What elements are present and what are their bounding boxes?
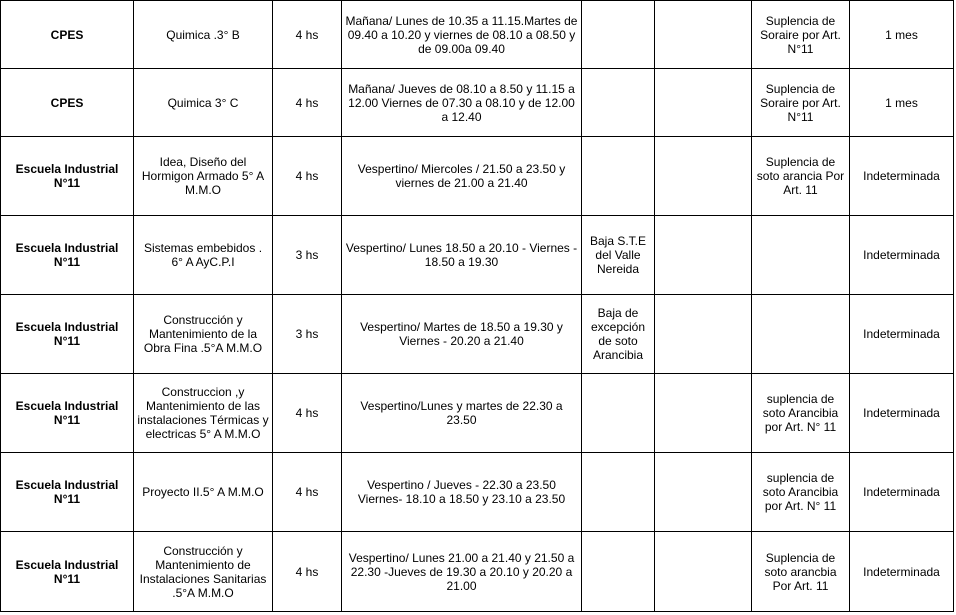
duration-cell: 1 mes xyxy=(850,1,954,69)
type-cell: suplencia de soto Arancibia por Art. N° 11 xyxy=(752,453,850,532)
blank-cell xyxy=(655,532,752,612)
schedule-cell: Vespertino/Lunes y martes de 22.30 a 23.50 xyxy=(342,374,582,453)
hours-cell: 3 hs xyxy=(273,216,342,295)
type-cell: Suplencia de Soraire por Art. N°11 xyxy=(752,1,850,69)
schedule-cell: Vespertino / Jueves - 22.30 a 23.50 Viernes- 18.10 a 18.50 y 23.10 a 23.50 xyxy=(342,453,582,532)
school-cell: Escuela Industrial N°11 xyxy=(1,137,134,216)
duration-cell: Indeterminada xyxy=(850,137,954,216)
hours-cell: 4 hs xyxy=(273,69,342,137)
hours-cell: 4 hs xyxy=(273,137,342,216)
reason-cell xyxy=(582,1,655,69)
reason-cell: Baja S.T.E del Valle Nereida xyxy=(582,216,655,295)
blank-cell xyxy=(655,1,752,69)
subject-cell: Quimica .3° B xyxy=(134,1,273,69)
subject-cell: Quimica 3° C xyxy=(134,69,273,137)
type-cell xyxy=(752,295,850,374)
schedule-cell: Vespertino/ Lunes 18.50 a 20.10 - Viernes - 18.50 a 19.30 xyxy=(342,216,582,295)
hours-cell: 4 hs xyxy=(273,374,342,453)
reason-cell xyxy=(582,137,655,216)
schedule-cell: Vespertino/ Lunes 21.00 a 21.40 y 21.50 a 22.30 -Jueves de 19.30 a 20.10 y 20.20 a 21.00 xyxy=(342,532,582,612)
duration-cell: Indeterminada xyxy=(850,295,954,374)
blank-cell xyxy=(655,374,752,453)
schedule-cell: Vespertino/ Martes de 18.50 a 19.30 y Viernes - 20.20 a 21.40 xyxy=(342,295,582,374)
blank-cell xyxy=(655,453,752,532)
schedule-cell: Vespertino/ Miercoles / 21.50 a 23.50 y viernes de 21.00 a 21.40 xyxy=(342,137,582,216)
table-row xyxy=(1,532,954,612)
hours-cell: 4 hs xyxy=(273,1,342,69)
hours-cell: 3 hs xyxy=(273,295,342,374)
school-cell: Escuela Industrial N°11 xyxy=(1,374,134,453)
subject-cell: Idea, Diseño del Hormigon Armado 5° A M.M.O xyxy=(134,137,273,216)
blank-cell xyxy=(655,137,752,216)
schedule-cell: Mañana/ Jueves de 08.10 a 8.50 y 11.15 a 12.00 Viernes de 07.30 a 08.10 y de 12.00 a 12.40 xyxy=(342,69,582,137)
hours-cell: 4 hs xyxy=(273,453,342,532)
table-row xyxy=(1,69,954,137)
school-cell: Escuela Industrial N°11 xyxy=(1,532,134,612)
duration-cell: Indeterminada xyxy=(850,216,954,295)
reason-cell xyxy=(582,374,655,453)
blank-cell xyxy=(655,216,752,295)
reason-cell xyxy=(582,453,655,532)
subject-cell: Construcción y Mantenimiento de la Obra Fina .5°A M.M.O xyxy=(134,295,273,374)
reason-cell: Baja de excepción de soto Arancibia xyxy=(582,295,655,374)
duration-cell: Indeterminada xyxy=(850,532,954,612)
duration-cell: Indeterminada xyxy=(850,453,954,532)
blank-cell xyxy=(655,295,752,374)
type-cell: Suplencia de soto arancia Por Art. 11 xyxy=(752,137,850,216)
table-body xyxy=(1,1,954,612)
school-cell: CPES xyxy=(1,69,134,137)
table-row xyxy=(1,374,954,453)
subject-cell: Proyecto II.5° A M.M.O xyxy=(134,453,273,532)
table-row xyxy=(1,137,954,216)
table-row xyxy=(1,295,954,374)
school-cell: CPES xyxy=(1,1,134,69)
subject-cell: Construcción y Mantenimiento de Instalaciones Sanitarias .5°A M.M.O xyxy=(134,532,273,612)
subject-cell: Construccion ,y Mantenimiento de las instalaciones Térmicas y electricas 5° A M.M.O xyxy=(134,374,273,453)
type-cell xyxy=(752,216,850,295)
type-cell: suplencia de soto Arancibia por Art. N° 11 xyxy=(752,374,850,453)
blank-cell xyxy=(655,69,752,137)
school-cell: Escuela Industrial N°11 xyxy=(1,453,134,532)
table-row xyxy=(1,453,954,532)
school-cell: Escuela Industrial N°11 xyxy=(1,216,134,295)
table-row xyxy=(1,216,954,295)
hours-cell: 4 hs xyxy=(273,532,342,612)
reason-cell xyxy=(582,69,655,137)
table-row xyxy=(1,1,954,69)
type-cell: Suplencia de Soraire por Art. N°11 xyxy=(752,69,850,137)
reason-cell xyxy=(582,532,655,612)
schedule-cell: Mañana/ Lunes de 10.35 a 11.15.Martes de 09.40 a 10.20 y viernes de 08.10 a 08.50 y de 09.00a 09.40 xyxy=(342,1,582,69)
duration-cell: 1 mes xyxy=(850,69,954,137)
duration-cell: Indeterminada xyxy=(850,374,954,453)
school-cell: Escuela Industrial N°11 xyxy=(1,295,134,374)
subject-cell: Sistemas embebidos . 6° A AyC.P.I xyxy=(134,216,273,295)
type-cell: Suplencia de soto arancbia Por Art. 11 xyxy=(752,532,850,612)
